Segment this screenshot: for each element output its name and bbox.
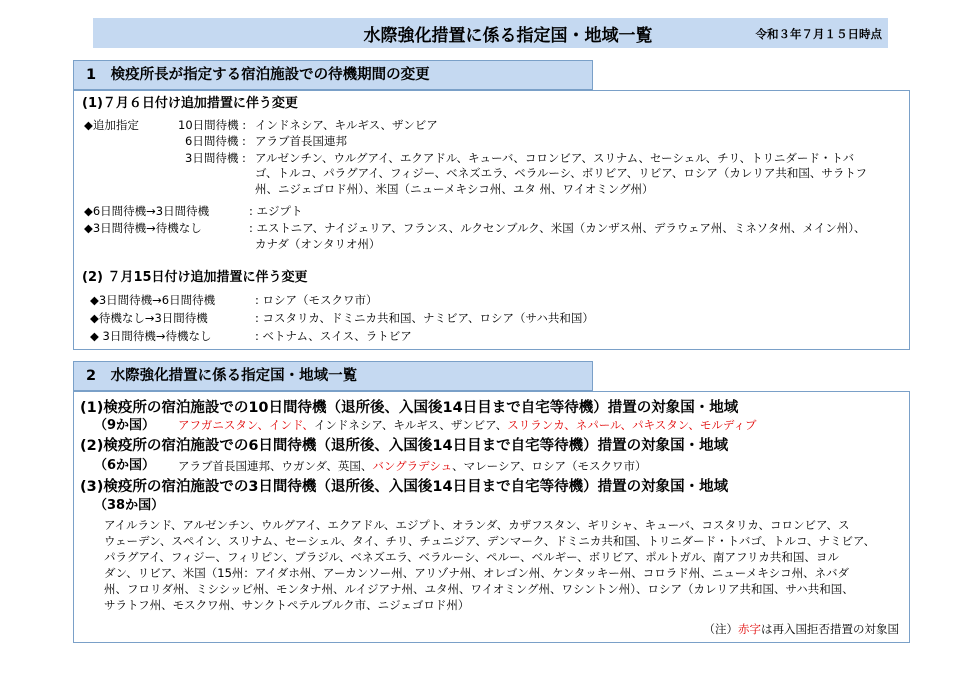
sub2-row2-label: ◆待機なし→3日間待機: [90, 311, 208, 325]
row-3day-line3: 州、ニジェゴロド州）、米国（ニューメキシコ州、ユタ 州、ワイオミング州）: [255, 182, 654, 196]
change1-label: ◆6日間待機→3日間待機: [84, 204, 210, 218]
footnote-prefix: （注）: [703, 622, 738, 636]
item2-heading: (2)検疫所の宿泊施設での6日間待機（退所後、入国後14日目まで自宅等待機）措置の対象国・地域: [80, 438, 729, 454]
sub2-row2-value: : コスタリカ、ドミニカ共和国、ナミビア、ロシア（サハ共和国）: [255, 311, 594, 325]
row-3day-label: 3日間待機 :: [185, 151, 246, 165]
item2-count: （6か国）: [94, 458, 156, 473]
change1-value: : エジプト: [249, 204, 303, 218]
item2-list: [178, 459, 647, 474]
row-10day-value: インドネシア、キルギス、ザンビア: [255, 118, 438, 132]
row-3day-line2: ゴ、トルコ、パラグアイ、フィジー、ベネズエラ、ベラルーシ、ボリビア、リビア、ロシア（カレリア共和国、サラトフ: [255, 166, 868, 180]
item3-count: （38か国）: [94, 498, 165, 513]
item3-line5: 州、フロリダ州、ミシシッピ州、モンタナ州、ルイジアナ州、ユタ州、ワイオミング州、ワシントン州）、ロシア（カレリア共和国、サハ共和国、: [104, 582, 854, 596]
item3-line4: ダン、リビア、米国（15州：アイダホ州、アーカンソー州、アリゾナ州、オレゴン州、ケンタッキー州、コロラド州、ニューメキシコ州、ネバダ: [104, 566, 849, 580]
item3-line6: サラトフ州、モスクワ州、サンクトペテルブルク市、ニジェゴロド州）: [104, 598, 470, 612]
section1-sub1-heading: (1)７月６日付け追加措置に伴う変更: [82, 96, 298, 111]
title-bar: [93, 18, 888, 48]
change2-line1: : エストニア、ナイジェリア、フランス、ルクセンブルク、米国（カンザス州、デラウェア州、ミネソタ州、メイン州）、: [249, 221, 866, 235]
page-title: 水際強化措置に係る指定国・地域一覧: [363, 26, 653, 46]
section2-header: 2 水際強化措置に係る指定国・地域一覧: [73, 361, 593, 391]
item3-line1: アイルランド、アルゼンチン、ウルグアイ、エクアドル、エジプト、オランダ、カザフスタン、ギリシャ、キューバ、コスタリカ、コロンビア、ス: [104, 518, 850, 532]
footnote-suffix: は再入国拒否措置の対象国: [761, 622, 899, 636]
item1-count: （9か国）: [94, 418, 156, 433]
item3-line2: ウェーデン、スペイン、スリナム、セーシェル、タイ、チリ、チュニジア、デンマーク、ドミニカ共和国、トリニダード・トバゴ、トルコ、ナミビア、: [104, 534, 876, 548]
sub2-row1-label: ◆3日間待機→6日間待機: [90, 293, 216, 307]
section1-header: 1 検疫所長が指定する宿泊施設での待機期間の変更: [73, 60, 593, 90]
change2-line2: カナダ（オンタリオ州）: [255, 237, 381, 251]
add-label: ◆追加指定: [84, 118, 139, 132]
row-10day-label: 10日間待機 :: [178, 118, 247, 132]
row-6day-value: アラブ首長国連邦: [255, 134, 347, 148]
item3-line3: パラグアイ、フィジー、フィリピン、ブラジル、ベネズエラ、ベラルーシ、ペルー、ベルギー、ボリビア、ポルトガル、南アフリカ共和国、ヨル: [104, 550, 839, 564]
sub2-row1-value: : ロシア（モスクワ市）: [255, 293, 378, 307]
section1-sub2-heading: (2) ７月15日付け追加措置に伴う変更: [82, 270, 308, 285]
item3-heading: (3)検疫所の宿泊施設での3日間待機（退所後、入国後14日目まで自宅等待機）措置の対象国・地域: [80, 479, 729, 495]
sub2-row3-label: ◆ 3日間待機→待機なし: [90, 329, 212, 343]
item1-black1: インドネシア、キルギス、ザンビア、: [313, 418, 508, 432]
sub2-row3-value: : ベトナム、スイス、ラトビア: [255, 329, 412, 343]
change2-label: ◆3日間待機→待機なし: [84, 221, 202, 235]
as-of-date: 令和３年７月１５日時点: [755, 27, 882, 41]
footnote-red: 赤字: [738, 622, 761, 636]
item2-black2: 、マレーシア、ロシア（モスクワ市）: [452, 459, 647, 473]
item1-red2: スリランカ、ネパール、パキスタン、モルディブ: [507, 418, 757, 432]
row-6day-label: 6日間待機 :: [185, 134, 246, 148]
footnote: [704, 622, 900, 637]
item1-list: [178, 418, 756, 433]
item1-heading: (1)検疫所の宿泊施設での10日間待機（退所後、入国後14日目まで自宅等待機）措置の対象国・地域: [80, 400, 739, 416]
item2-red1: バングラデシュ: [372, 459, 453, 473]
row-3day-line1: アルゼンチン、ウルグアイ、エクアドル、キューバ、コロンビア、スリナム、セーシェル、チリ、トリニダード・トバ: [255, 151, 855, 165]
item2-black1: アラブ首長国連邦、ウガンダ、英国、: [178, 459, 373, 473]
item1-red1: アフガニスタン、インド、: [178, 418, 314, 432]
